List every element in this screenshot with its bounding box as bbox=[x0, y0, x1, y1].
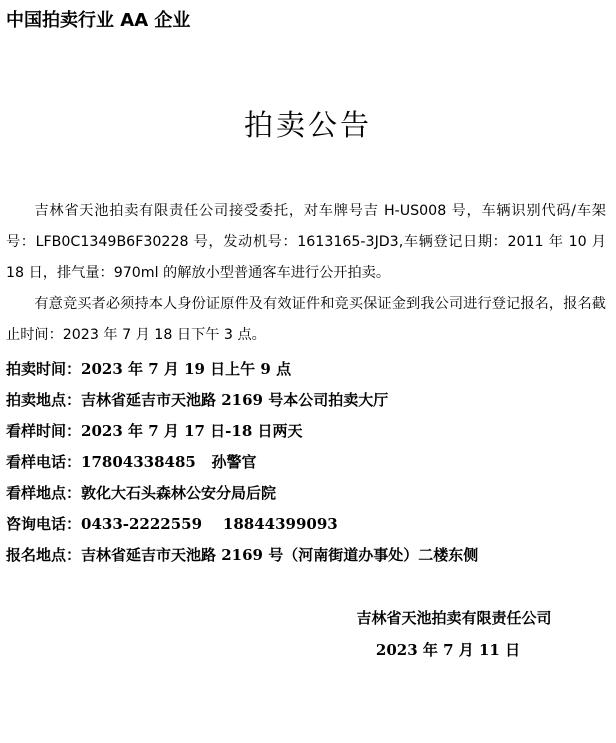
auction-details bbox=[6, 354, 612, 571]
detail-viewing-location bbox=[6, 478, 612, 509]
detail-value: 吉林省延吉市天池路 2169 号本公司拍卖大厅 bbox=[81, 391, 389, 409]
signature-company: 吉林省天池拍卖有限责任公司 bbox=[356, 609, 552, 627]
detail-registration-location bbox=[6, 540, 612, 571]
detail-inquiry-phone bbox=[6, 509, 612, 540]
detail-value: 17804338485 孙警官 bbox=[81, 453, 257, 471]
detail-label: 拍卖时间： bbox=[6, 360, 82, 378]
detail-label: 拍卖地点： bbox=[6, 391, 82, 409]
detail-label: 咨询电话： bbox=[6, 515, 82, 533]
header-tag: 中国拍卖行业 AA 企业 bbox=[6, 10, 191, 31]
signature-date: 2023 年 7 月 11 日 bbox=[375, 641, 521, 659]
registration-paragraph: 有意竞买者必须持本人身份证原件及有效证件和竞买保证金到我公司进行登记报名，报名截止时间：2023 年 7 月 18 日下午 3 点。 bbox=[6, 296, 606, 343]
detail-viewing-time bbox=[6, 416, 612, 447]
detail-label: 报名地点： bbox=[6, 546, 82, 564]
detail-value: 0433-2222559 18844399093 bbox=[81, 515, 338, 533]
detail-value: 2023 年 7 月 19 日上午 9 点 bbox=[81, 360, 292, 378]
detail-value: 吉林省延吉市天池路 2169 号（河南街道办事处）二楼东侧 bbox=[81, 546, 479, 564]
detail-value: 敦化大石头森林公安分局后院 bbox=[81, 484, 277, 502]
detail-label: 看样时间： bbox=[6, 422, 82, 440]
page-title: 拍卖公告 bbox=[243, 108, 372, 142]
detail-auction-time bbox=[6, 354, 612, 385]
detail-label: 看样地点： bbox=[6, 484, 82, 502]
detail-viewing-phone bbox=[6, 447, 612, 478]
detail-label: 看样电话： bbox=[6, 453, 82, 471]
announcement-paragraph: 吉林省天池拍卖有限责任公司接受委托，对车牌号吉 H-US008 号，车辆识别代码/车架号：LFB0C1349B6F30228 号，发动机号：1613165-3JD3,车辆登记日期：2011 年 10 月 18 日，排气量：970ml 的解放小型普通客车进行公开拍卖。 bbox=[6, 203, 606, 281]
detail-auction-location bbox=[6, 385, 612, 416]
detail-value: 2023 年 7 月 17 日-18 日两天 bbox=[81, 422, 303, 440]
